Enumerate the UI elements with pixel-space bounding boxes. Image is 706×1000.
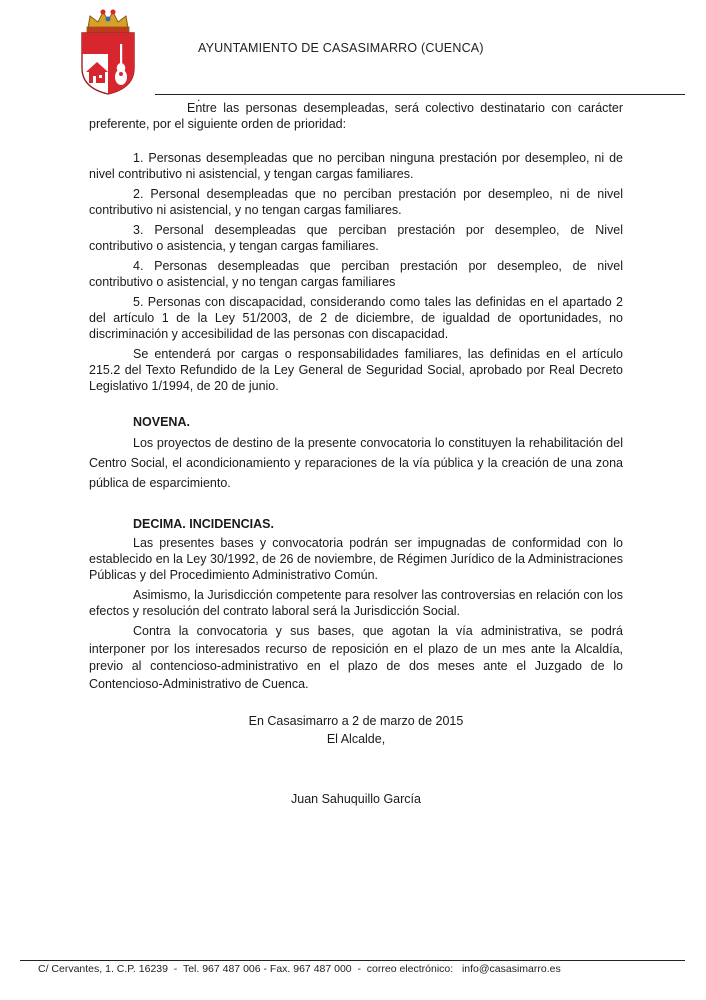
intro-paragraph: Entre las personas desempleadas, será colectivo destinatario con carácter preferente, por el siguiente orden de prioridad: xyxy=(89,101,623,131)
decima-paragraph-1: Las presentes bases y convocatoria podrán ser impugnadas de conformidad con lo establecido en la Ley 30/1992, de 26 de noviembre, de Régimen Jurídico de la Administraciones Públicas y del Procedimiento Administrativo Común. xyxy=(89,536,623,582)
page-header xyxy=(0,0,706,104)
priority-item-4: 4. Personas desempleadas que perciban prestación por desempleo, de nivel contributivo o asistencial, y no tengan cargas familiares xyxy=(89,259,623,289)
priority-item-5: 5. Personas con discapacidad, considerando como tales las definidas en el apartado 2 del artículo 1 de la Ley 51/2003, de 2 de diciembre, de igualdad de oportunidades, no discriminación y accesibilidad de las personas con discapacidad. xyxy=(89,295,623,341)
section-heading-novena: NOVENA. xyxy=(133,415,190,429)
decima-paragraph-2: Asimismo, la Jurisdicción competente para resolver las controversias en relación con los efectos y resolución del contrato laboral será la Jurisdicción Social. xyxy=(89,588,623,618)
priority-item-2: 2. Personal desempleadas que no perciban prestación por desempleo, ni de nivel contributivo ni asistencial, y no tengan cargas familiares. xyxy=(89,187,623,217)
coat-of-arms-icon xyxy=(76,6,140,96)
novena-paragraph: Los proyectos de destino de la presente convocatoria lo constituyen la rehabilitación del Centro Social, el acondicionamiento y reparaciones de la vía pública y la creación de una zona pública de esparcimiento. xyxy=(89,436,623,490)
section-heading-decima: DECIMA. INCIDENCIAS. xyxy=(133,517,274,531)
footer-divider xyxy=(20,960,685,961)
signature-role: El Alcalde, xyxy=(326,732,386,746)
signature-name: Juan Sahuquillo García xyxy=(291,792,421,806)
signature-place-date: En Casasimarro a 2 de marzo de 2015 xyxy=(248,714,464,728)
header-divider xyxy=(155,94,685,95)
document-body xyxy=(89,100,623,807)
cargas-paragraph: Se entenderá por cargas o responsabilidades familiares, las definidas en el artículo 215.2 del Texto Refundido de la Ley General de Seguridad Social, aprobado por Real Decreto Legislativo 1/1994, de 20 de junio. xyxy=(89,347,623,393)
priority-item-3: 3. Personal desempleadas que perciban prestación por desempleo, de Nivel contributivo o asistencia, y tengan cargas familiares. xyxy=(89,223,623,253)
header-title: AYUNTAMIENTO DE CASASIMARRO (CUENCA) xyxy=(198,41,484,55)
page-footer: C/ Cervantes, 1. C.P. 16239 - Tel. 967 487 006 - Fax. 967 487 000 - correo electrónico: info@casasimarro.es xyxy=(38,963,561,975)
margin-dot: . xyxy=(197,90,201,104)
decima-paragraph-3: Contra la convocatoria y sus bases, que agotan la vía administrativa, se podrá interponer por los interesados recurso de reposición en el plazo de un mes ante la Alcaldía, previo al contencioso-administrativo en el plazo de dos meses ante el Juzgado de lo Contencioso-Administrativo de Cuenca. xyxy=(89,624,623,691)
priority-item-1: 1. Personas desempleadas que no perciban ninguna prestación por desempleo, ni de nivel contributivo ni asistencial, y tengan cargas familiares. xyxy=(89,151,623,181)
